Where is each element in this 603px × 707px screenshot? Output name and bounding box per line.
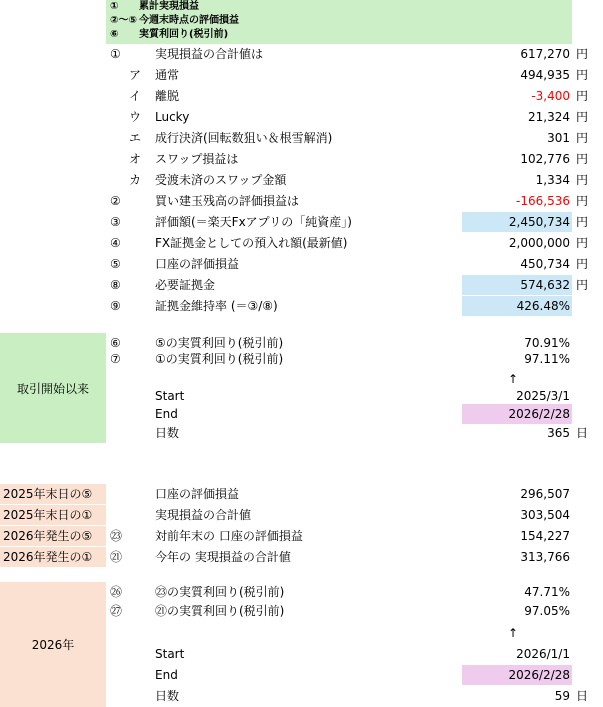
legend-num-2: ②～⑤ <box>110 15 137 26</box>
row-unit: 円 <box>576 257 589 271</box>
year-row-value: 154,227 <box>520 529 570 543</box>
row-unit: 円 <box>576 194 589 208</box>
legend-num-1: ① <box>110 1 119 12</box>
year-2026-row-value: ↑ <box>507 626 518 640</box>
row-label: 成行決済(回転数狙い＆根雪解消) <box>155 131 333 145</box>
row-value: -3,400 <box>531 89 570 103</box>
row-subitem-mark: エ <box>128 131 141 145</box>
row-number: ③ <box>110 215 121 229</box>
row-label: スワップ損益は <box>155 152 239 166</box>
year-2026-row-number: ㉖ <box>110 585 123 599</box>
row-subitem-mark: ア <box>128 68 141 82</box>
year-2026-row-label: 日数 <box>155 689 180 703</box>
year-row-label: 今年の 実現損益の合計値 <box>155 550 291 564</box>
year-2026-row-number: ㉗ <box>110 604 123 618</box>
year-row-value: 296,507 <box>520 487 570 501</box>
year-2026-row-value: 59 <box>554 689 570 703</box>
year-row-label: 対前年末の 口座の評価損益 <box>155 529 303 543</box>
year-row-label: 実現損益の合計値 <box>155 508 252 522</box>
row-value: 21,324 <box>528 110 570 124</box>
row-subitem-mark: オ <box>128 152 141 166</box>
row-label: 通常 <box>155 68 180 82</box>
row-value: 2,450,734 <box>462 212 572 232</box>
year-2026-row-label: ㉑の実質利回り(税引前) <box>155 604 285 618</box>
row-unit: 円 <box>576 131 589 145</box>
since-start-row-number: ⑥ <box>110 336 121 350</box>
row-unit: 円 <box>576 89 589 103</box>
since-start-label <box>0 333 106 443</box>
legend-text-3: 実質利回り(税引前) <box>139 29 229 40</box>
row-unit: 円 <box>576 278 589 292</box>
year-row-value: 303,504 <box>520 508 570 522</box>
row-subitem-mark: イ <box>128 89 141 103</box>
row-label: 買い建玉残高の評価損益は <box>155 194 300 208</box>
year-2026-label <box>0 582 106 707</box>
row-unit: 円 <box>576 68 589 82</box>
year-left-label: 2026年発生の① <box>0 547 106 567</box>
since-start-row-unit: 日 <box>576 426 589 440</box>
row-unit: 円 <box>576 215 589 229</box>
year-2026-row-label: End <box>155 668 178 682</box>
year-2026-row-value: 47.71% <box>524 585 570 599</box>
since-start-row-number: ⑦ <box>110 352 121 366</box>
year-left-label: 2025年末日の⑤ <box>0 484 106 504</box>
row-value: 450,734 <box>520 257 570 271</box>
year-row-value: 313,766 <box>520 550 570 564</box>
row-value: -166,536 <box>516 194 570 208</box>
row-unit: 円 <box>576 110 589 124</box>
since-start-label-text: 取引開始以来 <box>16 381 89 396</box>
since-start-row-value: 2025/3/1 <box>516 389 570 403</box>
row-value: 102,776 <box>520 152 570 166</box>
since-start-row-value: 2026/2/28 <box>462 404 572 424</box>
row-label: 証拠金維持率 (＝③/⑧) <box>155 299 278 313</box>
row-value: 301 <box>547 131 570 145</box>
row-number: ⑨ <box>110 299 121 313</box>
year-left-label: 2025年末日の① <box>0 505 106 525</box>
row-label: 口座の評価損益 <box>155 257 240 271</box>
row-unit: 円 <box>576 173 589 187</box>
row-number: ② <box>110 194 121 208</box>
row-number: ⑤ <box>110 257 121 271</box>
row-value: 494,935 <box>520 68 570 82</box>
row-label: 評価額(＝楽天Fxアプリの「純資産」) <box>155 215 352 229</box>
since-start-row-label: 日数 <box>155 426 180 440</box>
row-label: 受渡未済のスワップ金額 <box>155 173 287 187</box>
legend-num-3: ⑥ <box>110 29 119 40</box>
row-subitem-mark: カ <box>128 173 141 187</box>
row-label: 実現損益の合計値は <box>155 47 264 61</box>
row-label: Lucky <box>155 110 190 124</box>
row-label: 離脱 <box>155 89 180 103</box>
since-start-row-label: ⑤の実質利回り(税引前) <box>155 336 284 350</box>
year-2026-row-label: ㉓の実質利回り(税引前) <box>155 585 285 599</box>
year-2026-label-text: 2026年 <box>31 638 75 652</box>
since-start-row-label: ①の実質利回り(税引前) <box>155 352 284 366</box>
since-start-row-label: Start <box>155 389 185 403</box>
year-2026-row-value: 2026/1/1 <box>516 647 570 661</box>
year-row-number: ㉓ <box>110 529 123 543</box>
year-row-number: ㉑ <box>110 550 123 564</box>
year-row-label: 口座の評価損益 <box>155 487 240 501</box>
row-number: ④ <box>110 236 121 250</box>
year-2026-row-label: Start <box>155 647 185 661</box>
row-value: 574,632 <box>462 275 572 295</box>
row-number: ⑧ <box>110 278 121 292</box>
row-value: 426.48% <box>462 296 572 316</box>
row-number: ① <box>110 47 121 61</box>
since-start-row-value: 97.11% <box>524 352 570 366</box>
since-start-row-value: 365 <box>547 426 570 440</box>
row-value: 617,270 <box>520 47 570 61</box>
year-left-label: 2026年発生の⑤ <box>0 526 106 546</box>
row-subitem-mark: ウ <box>128 110 141 124</box>
year-2026-row-value: 97.05% <box>524 604 570 618</box>
row-unit: 円 <box>576 236 589 250</box>
row-unit: 円 <box>576 47 589 61</box>
row-label: 必要証拠金 <box>155 278 216 292</box>
since-start-row-value: 70.91% <box>524 336 570 350</box>
since-start-row-value: ↑ <box>507 372 518 386</box>
row-value: 2,000,000 <box>508 236 570 250</box>
row-label: FX証拠金としての預入れ額(最新値) <box>155 236 348 250</box>
legend-text-1: 累計実現損益 <box>139 1 199 12</box>
year-2026-row-value: 2026/2/28 <box>462 665 572 685</box>
row-unit: 円 <box>576 152 589 166</box>
legend-text-2: 今週末時点の評価損益 <box>139 15 239 26</box>
row-value: 1,334 <box>535 173 570 187</box>
since-start-row-label: End <box>155 407 178 421</box>
year-2026-row-unit: 日 <box>576 689 589 703</box>
